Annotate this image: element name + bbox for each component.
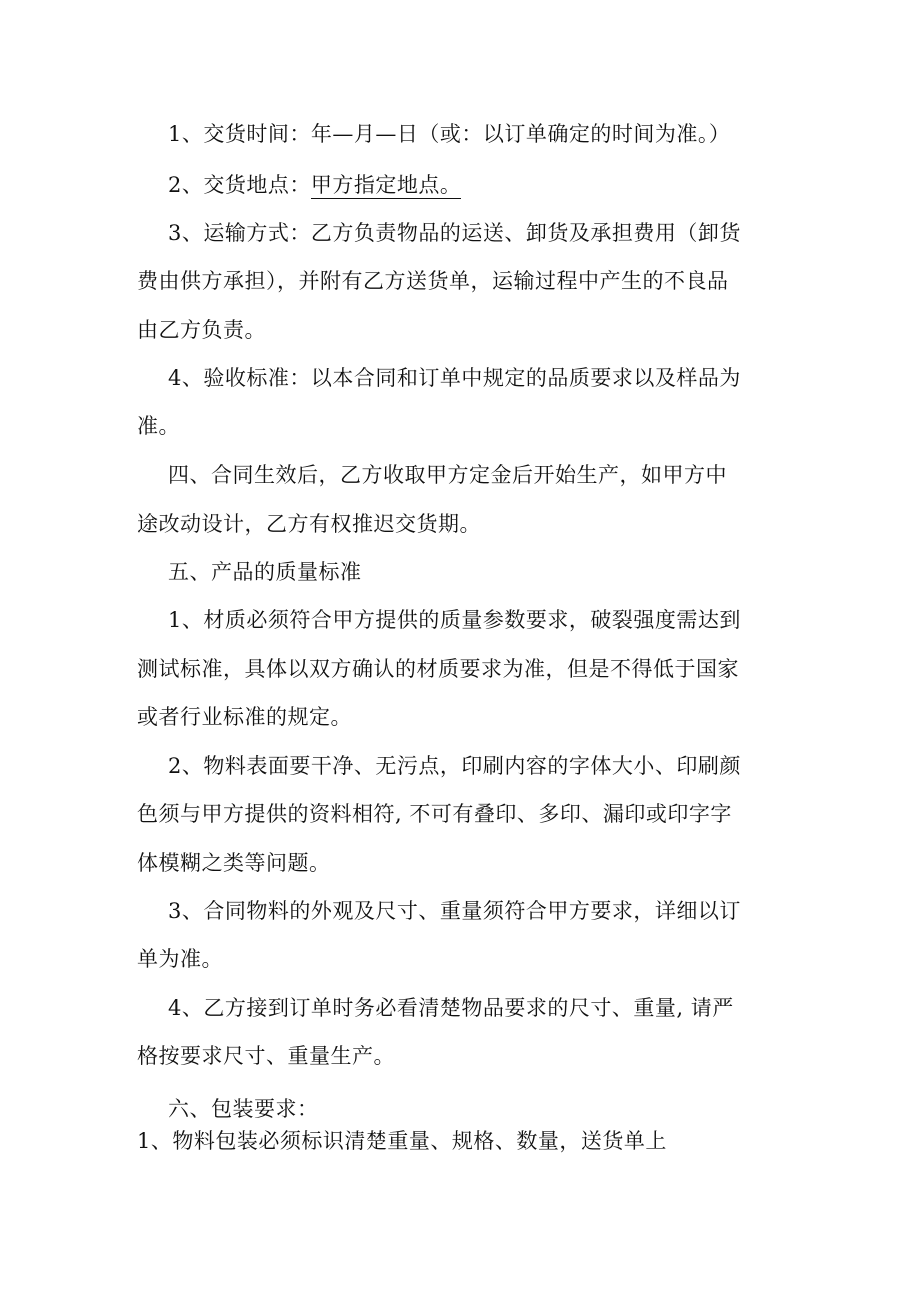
delivery-location-label: 2、交货地点： [168,173,311,197]
quality-item3-line1: 3、合同物料的外观及尺寸、重量须符合甲方要求，详细以订 [168,899,741,923]
delivery-time-item: 1、交货时间：年—月—日（或：以订单确定的时间为准。） [168,122,731,146]
transport-method-line1: 3、运输方式：乙方负责物品的运送、卸货及承担费用（卸货 [168,221,741,245]
section6-heading: 六、包装要求： [168,1097,319,1121]
section4-line2: 途改动设计，乙方有权推迟交货期。 [137,512,481,536]
packaging-item1: 1、物料包装必须标识清楚重量、规格、数量，送货单上 [137,1129,667,1153]
quality-item1-line3: 或者行业标准的规定。 [137,705,352,729]
transport-method-line3: 由乙方负责。 [137,318,266,342]
quality-item2-line3: 体模糊之类等问题。 [137,851,331,875]
quality-item2-line1: 2、物料表面要干净、无污点，印刷内容的字体大小、印刷颜 [168,754,741,778]
quality-item2-line2: 色须与甲方提供的资料相符, 不可有叠印、多印、漏印或印字字 [137,802,732,826]
delivery-location-value: 甲方指定地点。 [310,173,462,197]
quality-item1-line1: 1、材质必须符合甲方提供的质量参数要求，破裂强度需达到 [168,608,741,632]
section5-heading: 五、产品的质量标准 [168,560,362,584]
section4-line1: 四、合同生效后，乙方收取甲方定金后开始生产，如甲方中 [168,463,727,487]
acceptance-standard-line1: 4、验收标准：以本合同和订单中规定的品质要求以及样品为 [168,366,741,390]
quality-item3-line2: 单为准。 [137,947,223,971]
delivery-location-item [168,171,461,199]
acceptance-standard-line2: 准。 [137,414,180,438]
quality-item4-line2: 格按要求尺寸、重量生产。 [137,1044,395,1068]
transport-method-line2: 费由供方承担），并附有乙方送货单，运输过程中产生的不良品 [137,269,729,293]
quality-item1-line2: 测试标准，具体以双方确认的材质要求为准，但是不得低于国家 [137,657,739,681]
quality-item4-line1: 4、乙方接到订单时务必看清楚物品要求的尺寸、重量, 请严 [168,996,734,1020]
